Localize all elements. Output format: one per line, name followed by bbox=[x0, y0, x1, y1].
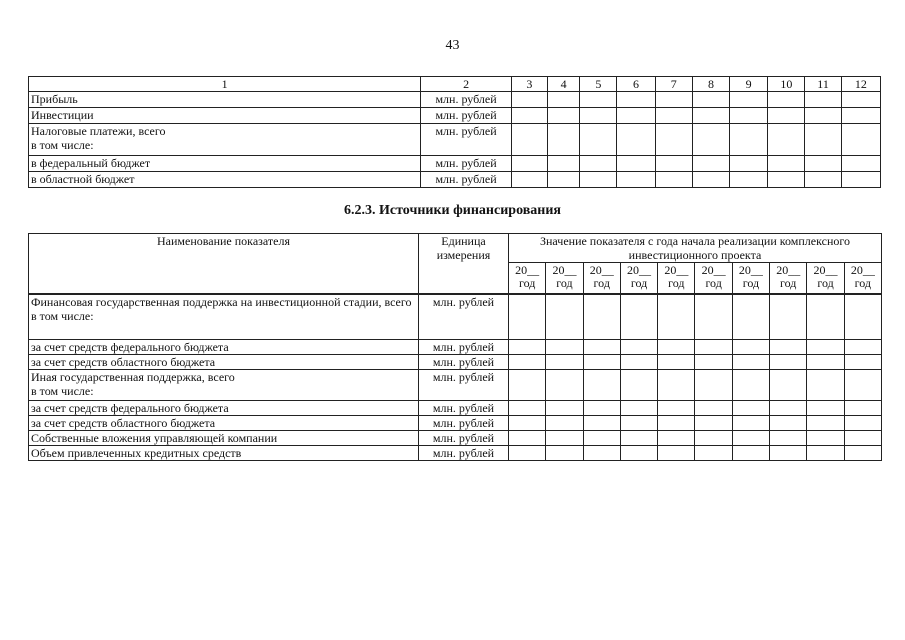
value-cell bbox=[655, 92, 692, 108]
year-unit: год bbox=[668, 276, 685, 290]
value-cell bbox=[509, 355, 546, 370]
value-cell bbox=[805, 156, 841, 172]
year-column-header bbox=[546, 263, 583, 295]
value-cell bbox=[768, 172, 805, 188]
year-unit: год bbox=[518, 276, 536, 290]
row-name: Налоговые платежи, всего в том числе: bbox=[29, 124, 421, 156]
value-cell bbox=[807, 446, 844, 461]
value-cell bbox=[770, 401, 807, 416]
value-cell bbox=[732, 355, 769, 370]
value-cell bbox=[617, 92, 655, 108]
value-cell bbox=[844, 340, 881, 355]
col-indicator-values: Значение показателя с года начала реализации комплексного инвестиционного проекта bbox=[509, 234, 882, 263]
col-number: 3 bbox=[511, 77, 547, 92]
value-cell bbox=[732, 446, 769, 461]
value-cell bbox=[658, 340, 695, 355]
value-cell bbox=[655, 108, 692, 124]
year-label: 20__ bbox=[776, 263, 801, 277]
table-row bbox=[29, 355, 882, 370]
value-cell bbox=[509, 294, 546, 340]
value-cell bbox=[511, 156, 547, 172]
value-cell bbox=[617, 124, 655, 156]
value-cell bbox=[583, 294, 620, 340]
value-cell bbox=[583, 401, 620, 416]
year-column-header bbox=[770, 263, 807, 295]
value-cell bbox=[658, 401, 695, 416]
row-unit: млн. рублей bbox=[421, 124, 512, 156]
col-unit: Единица измерения bbox=[419, 234, 509, 295]
value-cell bbox=[807, 294, 844, 340]
table-row bbox=[29, 108, 881, 124]
row-unit: млн. рублей bbox=[419, 416, 509, 431]
table-row bbox=[29, 401, 882, 416]
value-cell bbox=[511, 108, 547, 124]
row-name: Собственные вложения управляющей компании bbox=[29, 431, 419, 446]
financing-sources-table bbox=[28, 233, 882, 461]
year-unit: год bbox=[780, 276, 797, 290]
value-cell bbox=[844, 446, 881, 461]
value-cell bbox=[768, 92, 805, 108]
value-cell bbox=[805, 124, 841, 156]
row-name: за счет средств федерального бюджета bbox=[29, 401, 419, 416]
value-cell bbox=[583, 355, 620, 370]
table-row bbox=[29, 416, 882, 431]
value-cell bbox=[546, 370, 583, 401]
year-unit: год bbox=[854, 276, 872, 290]
value-cell bbox=[841, 156, 880, 172]
value-cell bbox=[509, 431, 546, 446]
value-cell bbox=[770, 416, 807, 431]
row-unit: млн. рублей bbox=[419, 431, 509, 446]
year-label: 20__ bbox=[664, 263, 689, 277]
row-unit: млн. рублей bbox=[419, 446, 509, 461]
value-cell bbox=[658, 355, 695, 370]
value-cell bbox=[695, 294, 732, 340]
value-cell bbox=[732, 294, 769, 340]
year-label: 20__ bbox=[515, 263, 540, 277]
value-cell bbox=[580, 92, 617, 108]
value-cell bbox=[620, 446, 657, 461]
value-cell bbox=[546, 294, 583, 340]
value-cell bbox=[844, 355, 881, 370]
value-cell bbox=[732, 431, 769, 446]
value-cell bbox=[807, 355, 844, 370]
section-title: 6.2.3. Источники финансирования bbox=[344, 203, 561, 218]
row-name: за счет средств областного бюджета bbox=[29, 355, 419, 370]
value-cell bbox=[620, 401, 657, 416]
year-column-header bbox=[583, 263, 620, 295]
value-cell bbox=[620, 355, 657, 370]
value-cell bbox=[692, 156, 729, 172]
value-cell bbox=[844, 401, 881, 416]
row-name: в областной бюджет bbox=[29, 172, 421, 188]
row-name: Финансовая государственная поддержка на инвестиционной стадии, всего в том числе: bbox=[29, 294, 419, 340]
col-number: 2 bbox=[421, 77, 512, 92]
value-cell bbox=[768, 124, 805, 156]
value-cell bbox=[844, 416, 881, 431]
value-cell bbox=[732, 416, 769, 431]
value-cell bbox=[695, 401, 732, 416]
year-unit: год bbox=[817, 276, 834, 290]
row-name: за счет средств федерального бюджета bbox=[29, 340, 419, 355]
value-cell bbox=[617, 156, 655, 172]
value-cell bbox=[695, 416, 732, 431]
value-cell bbox=[655, 172, 692, 188]
value-cell bbox=[617, 108, 655, 124]
value-cell bbox=[548, 92, 580, 108]
value-cell bbox=[770, 355, 807, 370]
year-label: 20__ bbox=[589, 263, 614, 277]
value-cell bbox=[805, 92, 841, 108]
table-row bbox=[29, 370, 882, 401]
table-row bbox=[29, 172, 881, 188]
row-unit: млн. рублей bbox=[419, 294, 509, 340]
value-cell bbox=[580, 124, 617, 156]
value-cell bbox=[807, 340, 844, 355]
value-cell bbox=[692, 172, 729, 188]
value-cell bbox=[546, 340, 583, 355]
year-column-header bbox=[844, 263, 881, 295]
year-label: 20__ bbox=[850, 263, 875, 277]
year-column-header bbox=[695, 263, 732, 295]
value-cell bbox=[730, 108, 768, 124]
value-cell bbox=[546, 431, 583, 446]
value-cell bbox=[732, 401, 769, 416]
page-number: 43 bbox=[445, 38, 460, 53]
value-cell bbox=[583, 416, 620, 431]
value-cell bbox=[844, 294, 881, 340]
table-row bbox=[29, 92, 881, 108]
value-cell bbox=[620, 431, 657, 446]
value-cell bbox=[695, 370, 732, 401]
value-cell bbox=[841, 172, 880, 188]
year-label: 20__ bbox=[552, 263, 577, 277]
col-number: 12 bbox=[841, 77, 880, 92]
value-cell bbox=[770, 446, 807, 461]
value-cell bbox=[807, 431, 844, 446]
value-cell bbox=[620, 370, 657, 401]
results-table bbox=[28, 76, 881, 188]
row-unit: млн. рублей bbox=[421, 172, 512, 188]
value-cell bbox=[841, 92, 880, 108]
row-name: в федеральный бюджет bbox=[29, 156, 421, 172]
col-number: 8 bbox=[692, 77, 729, 92]
row-unit: млн. рублей bbox=[419, 340, 509, 355]
value-cell bbox=[692, 124, 729, 156]
value-cell bbox=[580, 172, 617, 188]
value-cell bbox=[509, 370, 546, 401]
table-row bbox=[29, 340, 882, 355]
value-cell bbox=[580, 156, 617, 172]
value-cell bbox=[511, 92, 547, 108]
value-cell bbox=[546, 416, 583, 431]
value-cell bbox=[546, 355, 583, 370]
row-unit: млн. рублей bbox=[421, 92, 512, 108]
col-number: 10 bbox=[768, 77, 805, 92]
value-cell bbox=[580, 108, 617, 124]
value-cell bbox=[732, 340, 769, 355]
year-unit: год bbox=[556, 276, 573, 290]
value-cell bbox=[658, 294, 695, 340]
value-cell bbox=[583, 431, 620, 446]
value-cell bbox=[655, 156, 692, 172]
value-cell bbox=[770, 294, 807, 340]
col-number: 5 bbox=[580, 77, 617, 92]
value-cell bbox=[655, 124, 692, 156]
year-column-header bbox=[509, 263, 546, 295]
row-unit: млн. рублей bbox=[419, 370, 509, 401]
value-cell bbox=[807, 401, 844, 416]
value-cell bbox=[511, 172, 547, 188]
row-name: Объем привлеченных кредитных средств bbox=[29, 446, 419, 461]
value-cell bbox=[841, 124, 880, 156]
value-cell bbox=[548, 172, 580, 188]
value-cell bbox=[730, 156, 768, 172]
row-unit: млн. рублей bbox=[419, 355, 509, 370]
value-cell bbox=[695, 340, 732, 355]
value-cell bbox=[658, 446, 695, 461]
value-cell bbox=[509, 446, 546, 461]
row-name: Иная государственная поддержка, всего в том числе: bbox=[29, 370, 419, 401]
year-unit: год bbox=[742, 276, 760, 290]
year-column-header bbox=[732, 263, 769, 295]
value-cell bbox=[658, 370, 695, 401]
year-column-header bbox=[658, 263, 695, 295]
row-unit: млн. рублей bbox=[419, 401, 509, 416]
value-cell bbox=[583, 340, 620, 355]
row-name: Прибыль bbox=[29, 92, 421, 108]
value-cell bbox=[730, 92, 768, 108]
col-number: 1 bbox=[29, 77, 421, 92]
financing-table-header bbox=[29, 234, 882, 263]
value-cell bbox=[583, 446, 620, 461]
value-cell bbox=[730, 124, 768, 156]
row-unit: млн. рублей bbox=[421, 156, 512, 172]
value-cell bbox=[768, 108, 805, 124]
year-unit: год bbox=[593, 276, 610, 290]
year-label: 20__ bbox=[813, 263, 838, 277]
table-row bbox=[29, 431, 882, 446]
value-cell bbox=[511, 124, 547, 156]
value-cell bbox=[583, 370, 620, 401]
value-cell bbox=[841, 108, 880, 124]
row-name: за счет средств областного бюджета bbox=[29, 416, 419, 431]
value-cell bbox=[770, 340, 807, 355]
row-name: Инвестиции bbox=[29, 108, 421, 124]
col-number: 7 bbox=[655, 77, 692, 92]
row-unit: млн. рублей bbox=[421, 108, 512, 124]
table-row bbox=[29, 294, 882, 340]
year-unit: год bbox=[630, 276, 648, 290]
value-cell bbox=[658, 416, 695, 431]
col-number: 9 bbox=[730, 77, 768, 92]
table-row bbox=[29, 446, 882, 461]
value-cell bbox=[695, 431, 732, 446]
results-table-header bbox=[29, 77, 881, 92]
value-cell bbox=[658, 431, 695, 446]
col-indicator-name: Наименование показателя bbox=[29, 234, 419, 295]
value-cell bbox=[768, 156, 805, 172]
year-column-header bbox=[620, 263, 657, 295]
value-cell bbox=[509, 340, 546, 355]
value-cell bbox=[770, 370, 807, 401]
value-cell bbox=[807, 370, 844, 401]
value-cell bbox=[844, 370, 881, 401]
year-label: 20__ bbox=[701, 263, 726, 277]
value-cell bbox=[807, 416, 844, 431]
value-cell bbox=[692, 92, 729, 108]
table-row bbox=[29, 156, 881, 172]
value-cell bbox=[844, 431, 881, 446]
value-cell bbox=[617, 172, 655, 188]
value-cell bbox=[692, 108, 729, 124]
value-cell bbox=[620, 294, 657, 340]
value-cell bbox=[509, 401, 546, 416]
table-row bbox=[29, 124, 881, 156]
value-cell bbox=[695, 355, 732, 370]
value-cell bbox=[620, 340, 657, 355]
value-cell bbox=[730, 172, 768, 188]
value-cell bbox=[695, 446, 732, 461]
col-number: 11 bbox=[805, 77, 841, 92]
value-cell bbox=[509, 416, 546, 431]
year-column-header bbox=[807, 263, 844, 295]
value-cell bbox=[620, 416, 657, 431]
value-cell bbox=[548, 108, 580, 124]
value-cell bbox=[770, 431, 807, 446]
col-number: 4 bbox=[548, 77, 580, 92]
col-number: 6 bbox=[617, 77, 655, 92]
value-cell bbox=[546, 401, 583, 416]
value-cell bbox=[548, 124, 580, 156]
year-unit: год bbox=[705, 276, 722, 290]
year-label: 20__ bbox=[738, 263, 763, 277]
value-cell bbox=[546, 446, 583, 461]
value-cell bbox=[805, 108, 841, 124]
year-label: 20__ bbox=[627, 263, 652, 277]
value-cell bbox=[805, 172, 841, 188]
value-cell bbox=[732, 370, 769, 401]
value-cell bbox=[548, 156, 580, 172]
